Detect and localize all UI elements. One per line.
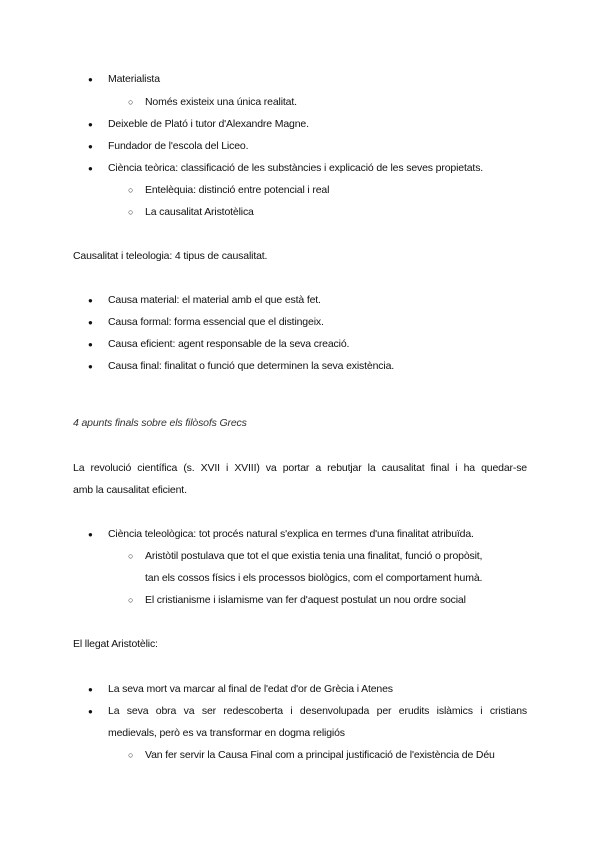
sub-list-item: ○ El cristianisme i islamisme van fer d'aquest postulat un nou ordre social xyxy=(145,594,466,606)
revolution-paragraph-line-2: amb la causalitat eficient. xyxy=(73,484,187,496)
sub-list-item-continuation: tan els cossos físics i els processos biològics, com el comportament humà. xyxy=(145,572,483,584)
list-item-causa-formal: ● Causa formal: forma essencial que el distingeix. xyxy=(108,316,324,328)
sub-list-item: ○ Només existeix una única realitat. xyxy=(145,96,297,108)
legacy-heading: El llegat Aristotèlic: xyxy=(73,638,158,650)
list-item: ● Materialista xyxy=(108,73,160,85)
list-item-continuation: medievals, però es va transformar en dogma religiós xyxy=(108,727,345,739)
list-item-ciencia-teleologica: ● Ciència teleològica: tot procés natural s'explica en termes d'una finalitat atribuïda. xyxy=(108,528,474,540)
sub-list-item: ○ Entelèquia: distinció entre potencial i real xyxy=(145,184,329,196)
notes-heading: 4 apunts finals sobre els filòsofs Grecs xyxy=(73,417,247,429)
list-item: ● Ciència teòrica: classificació de les substàncies i explicació de les seves propietats. xyxy=(108,162,483,174)
list-item: ● Fundador de l'escola del Liceo. xyxy=(108,140,248,152)
revolution-paragraph-line-1: La revolució científica (s. XVII i XVIII) va portar a rebutjar la causalitat final i ha quedar-se xyxy=(73,462,527,474)
list-item: ● La seva obra va ser redescoberta i desenvolupada per erudits islàmics i cristians xyxy=(108,705,527,717)
list-item-causa-material: ● Causa material: el material amb el que està fet. xyxy=(108,294,321,306)
sub-list-item: ○ Aristòtil postulava que tot el que existia tenia una finalitat, funció o propòsit, xyxy=(145,550,482,562)
list-item-causa-final: ● Causa final: finalitat o funció que determinen la seva existència. xyxy=(108,360,394,372)
list-item: ● La seva mort va marcar al final de l'edat d'or de Grècia i Atenes xyxy=(108,683,393,695)
sub-list-item: ○ La causalitat Aristotèlica xyxy=(145,206,254,218)
causalitat-heading: Causalitat i teleologia: 4 tipus de causalitat. xyxy=(73,250,268,262)
list-item-causa-eficient: ● Causa eficient: agent responsable de la seva creació. xyxy=(108,338,349,350)
list-item: ● Deixeble de Plató i tutor d'Alexandre Magne. xyxy=(108,118,309,130)
sub-list-item: ○ Van fer servir la Causa Final com a principal justificació de l'existència de Déu xyxy=(145,749,495,761)
